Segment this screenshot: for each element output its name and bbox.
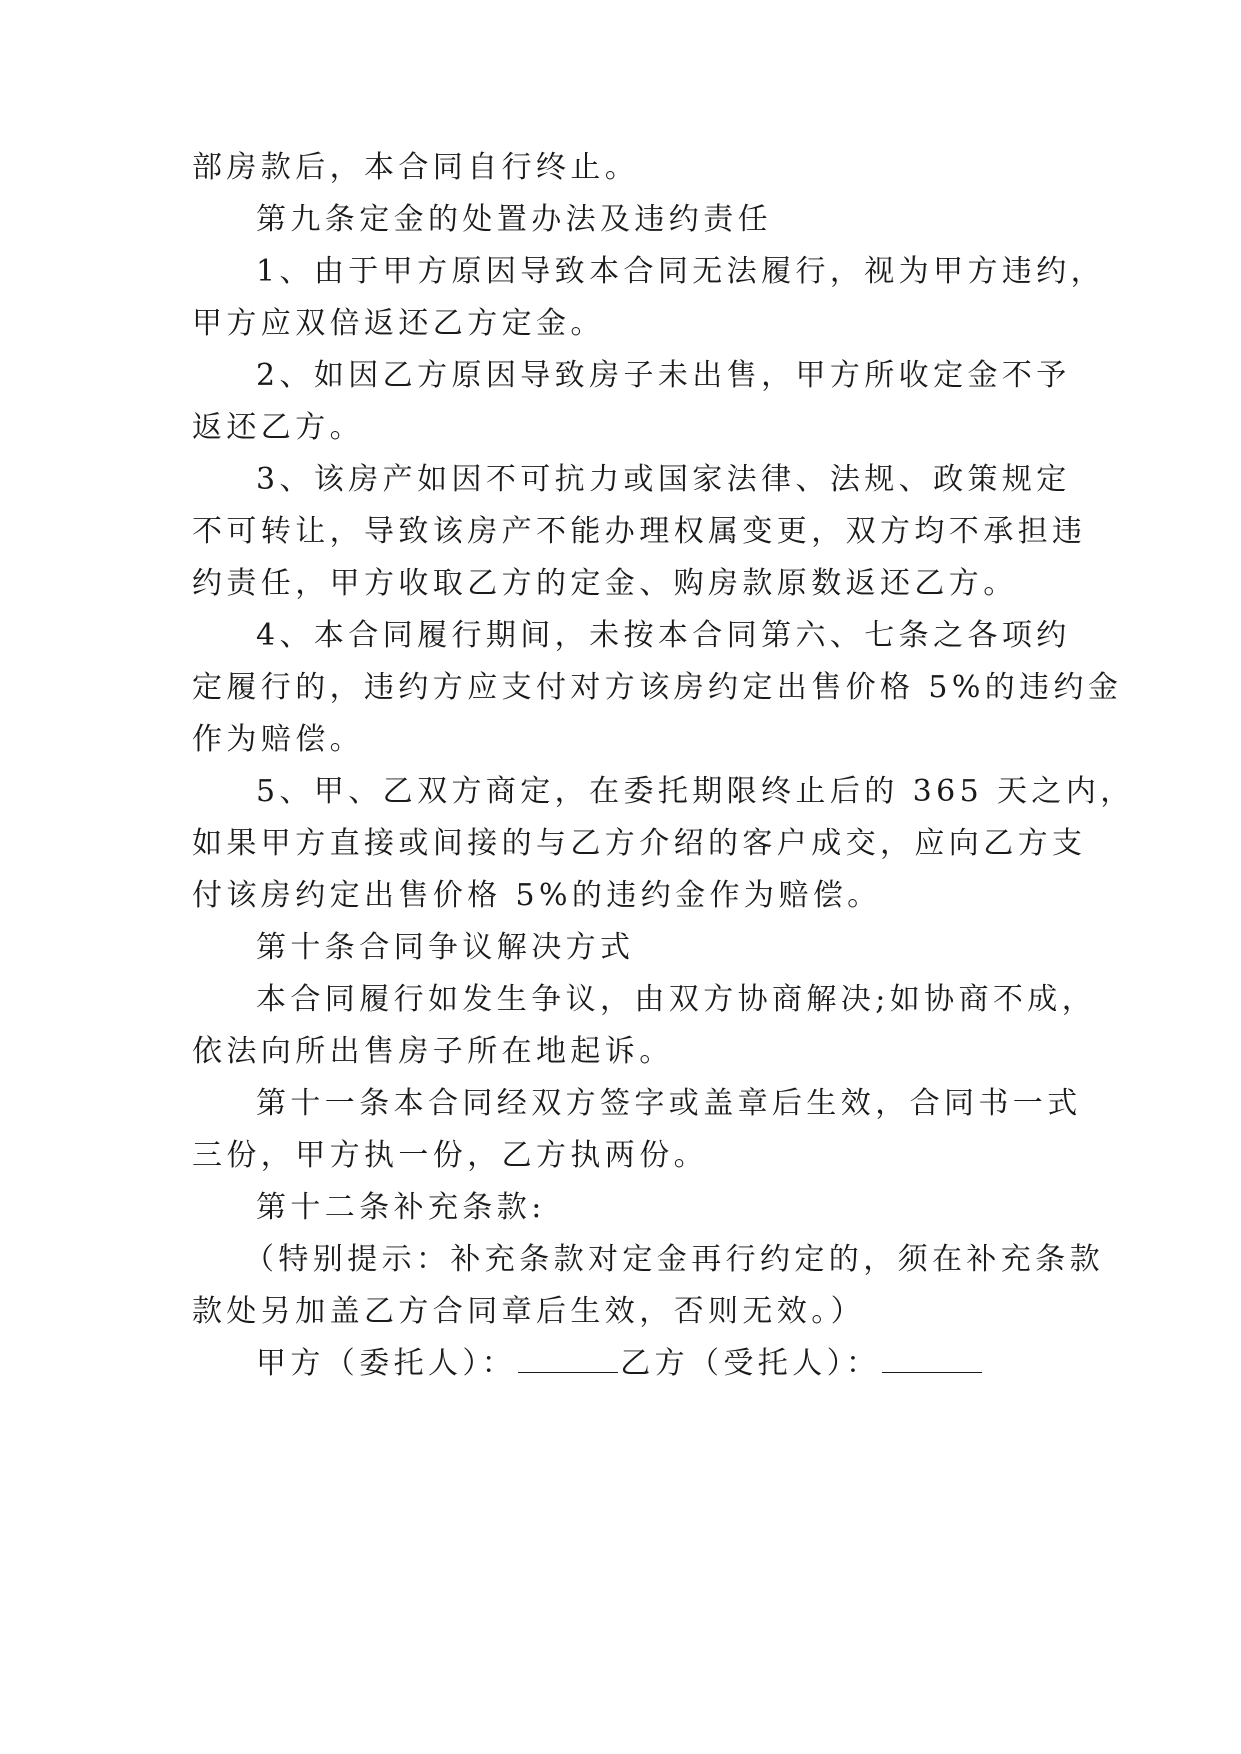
paragraph-line: 依法向所出售房子所在地起诉。 bbox=[192, 1034, 674, 1069]
note-line: （特别提示：补充条款对定金再行约定的，须在补充条款 bbox=[244, 1242, 1104, 1277]
paragraph-line: 2、如因乙方原因导致房子未出售，甲方所收定金不予 bbox=[256, 358, 1071, 393]
signature-line bbox=[256, 1344, 1054, 1384]
paragraph-line: 三份，甲方执一份，乙方执两份。 bbox=[192, 1138, 708, 1173]
clause-heading: 第十二条补充条款: bbox=[256, 1190, 546, 1225]
paragraph-line: 5、甲、乙双方商定，在委托期限终止后的 365 天之内， bbox=[256, 774, 1135, 809]
clause-heading: 第九条定金的处置办法及违约责任 bbox=[256, 202, 772, 237]
paragraph-line: 作为赔偿。 bbox=[192, 722, 364, 757]
clause-heading: 第十条合同争议解决方式 bbox=[256, 930, 635, 965]
paragraph-line: 定履行的，违约方应支付对方该房约定出售价格 5%的违约金 bbox=[192, 670, 1123, 705]
party-a-label: 甲方（委托人）： bbox=[256, 1346, 517, 1381]
paragraph-line: 部房款后，本合同自行终止。 bbox=[192, 150, 640, 185]
paragraph-line: 不可转让，导致该房产不能办理权属变更，双方均不承担违 bbox=[192, 514, 1087, 549]
party-b-label: 乙方（受托人）： bbox=[620, 1346, 881, 1381]
note-line: 款处另加盖乙方合同章后生效，否则无效。） bbox=[192, 1294, 865, 1329]
party-a-signature-blank[interactable] bbox=[518, 1344, 618, 1373]
paragraph-line: 第十一条本合同经双方签字或盖章后生效，合同书一式 bbox=[256, 1086, 1082, 1121]
paragraph-line: 约责任，甲方收取乙方的定金、购房款原数返还乙方。 bbox=[192, 566, 1018, 601]
party-b-signature-blank[interactable] bbox=[882, 1344, 982, 1373]
paragraph-line: 3、该房产如因不可抗力或国家法律、法规、政策规定 bbox=[256, 462, 1071, 497]
paragraph-line: 本合同履行如发生争议，由双方协商解决;如协商不成， bbox=[256, 982, 1097, 1017]
paragraph-line: 返还乙方。 bbox=[192, 410, 364, 445]
paragraph-line: 甲方应双倍返还乙方定金。 bbox=[192, 306, 605, 341]
paragraph-line: 如果甲方直接或间接的与乙方介绍的客户成交，应向乙方支 bbox=[192, 826, 1087, 861]
paragraph-line: 4、本合同履行期间，未按本合同第六、七条之各项约 bbox=[256, 618, 1071, 653]
paragraph-line: 付该房约定出售价格 5%的违约金作为赔偿。 bbox=[192, 878, 882, 913]
paragraph-line: 1、由于甲方原因导致本合同无法履行，视为甲方违约， bbox=[256, 254, 1106, 289]
